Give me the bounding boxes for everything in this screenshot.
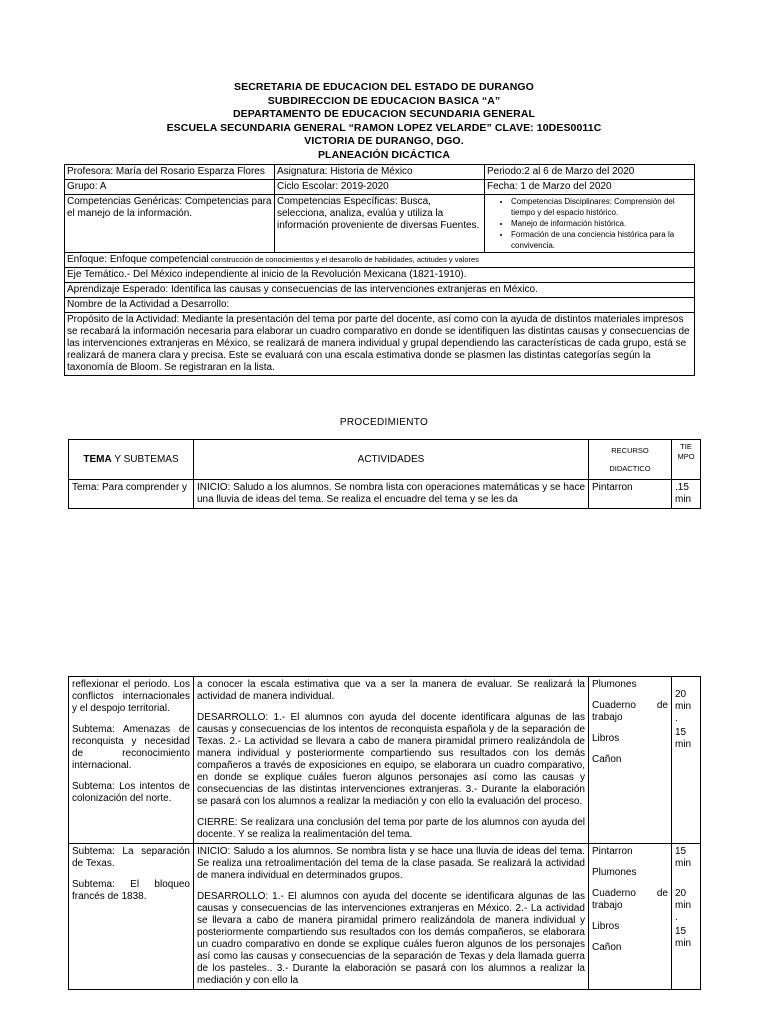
header-line-3: DEPARTAMENTO DE EDUCACION SECUNDARIA GENERAL xyxy=(232,108,536,120)
header-tiempo-line2: MPO xyxy=(677,452,695,461)
header-tema-bold: TEMA xyxy=(83,453,112,465)
enfoque-cell xyxy=(65,253,695,268)
header-tiempo-line1: TIE xyxy=(680,442,692,451)
procedimiento-table-continued xyxy=(68,676,701,990)
enfoque-label: Enfoque: Enfoque competencial xyxy=(67,254,209,265)
row2-recursos xyxy=(589,677,672,844)
header-line-5: VICTORIA DE DURANGO, DGO. xyxy=(304,135,464,147)
grupo-cell: Grupo: A xyxy=(65,180,275,195)
competencias-especificas-cell: Competencias Específicas: Busca, selecciona, analiza, evalúa y utiliza la información proveniente de diversas Fuentes. xyxy=(275,195,485,253)
row3-recurso-2: Plumones xyxy=(592,867,637,878)
document-header xyxy=(0,81,768,162)
competencias-disciplinares-list xyxy=(487,196,692,251)
header-line-4: ESCUELA SECUNDARIA GENERAL “RAMON LOPEZ VELARDE” CLAVE: 10DES0011C xyxy=(166,121,602,134)
row2-subtema-1: Subtema: Amenazas de reconquista y necesidad de reconocimiento internacional. xyxy=(72,724,190,771)
row1-tiempo: .15 min xyxy=(672,480,701,509)
row3-subtema-1: Subtema: La separación de Texas. xyxy=(72,846,190,869)
row1-tema: Tema: Para comprender y xyxy=(69,480,194,509)
row3-subtema-2: Subtema: El bloqueo francés de 1838. xyxy=(72,879,190,902)
row3-desarrollo: DESARROLLO: 1.- El alumnos con ayuda del docente se identificara algunas de las causas y consecuencias de las intervenciones extranjeras en México. 2.- La actividad se llevara a cabo de manera piramidal primero realizándola de manera individual y posteriormente compartiendo sus resultados con los demás compañeros, se elaborara un cuadro comparativo en donde se explique cuáles fueron algunos de los personajes así como las causas y consecuencias de la separación de Texas y dela llamada guerra de los pasteles.. 3.- Durante la elaboración se pasará con los alumnos a realizar la mediación y con ello la xyxy=(197,891,585,986)
header-recurso xyxy=(589,440,672,480)
row3-recurso-5: Cañon xyxy=(592,942,622,953)
eje-tematico-cell: Eje Temático.- Del México independiente al inicio de la Revolución Mexicana (1821-1910). xyxy=(65,268,695,283)
header-line-2: SUBDIRECCION DE EDUCACION BASICA “A” xyxy=(267,94,501,107)
row2-recurso-4: Cañon xyxy=(592,754,622,765)
row2-tiempo-2: . xyxy=(675,713,678,724)
fecha-cell: Fecha: 1 de Marzo del 2020 xyxy=(485,180,695,195)
row2-subtema-2: Subtema: Los intentos de colonización del norte. xyxy=(72,781,190,804)
row2-tiempo xyxy=(672,677,701,844)
row1-recurso: Pintarron xyxy=(589,480,672,509)
list-item: • Manejo de información histórica. xyxy=(511,218,692,229)
row3-tema xyxy=(69,844,194,990)
header-line-6: PLANEACIÓN DICÁCTICA xyxy=(317,148,451,161)
row3-recursos xyxy=(589,844,672,990)
row3-tiempo-3: . xyxy=(675,912,678,923)
asignatura-cell: Asignatura: Historia de México xyxy=(275,165,485,180)
row3-tiempo-1: 15 min xyxy=(675,846,692,869)
row2-cierre: CIERRE: Se realizara una conclusión del tema por parte de los alumnos con ayuda del docente. Y se realiza la realimentación del tema. xyxy=(197,817,585,840)
row2-recurso-2: Cuaderno de trabajo xyxy=(592,700,668,723)
competencias-genericas-cell: Competencias Genéricas: Competencias para el manejo de la información. xyxy=(65,195,275,253)
enfoque-detail: construcción de conocimientos y el desarrollo de habilidades, actitudes y valores xyxy=(208,255,479,264)
row2-recurso-3: Libros xyxy=(592,733,620,744)
row3-inicio: INICIO: Saludo a los alumnos. Se nombra lista y se hace una lluvia de ideas del tema. Se realiza una retroalimentación del tema de la clase pasada. Se realizará la actividad de manera individual en determinados grupos. xyxy=(197,846,585,881)
header-tema-rest: Y SUBTEMAS xyxy=(111,453,179,465)
list-item: • Competencias Disciplinares: Comprensión del tiempo y del espacio histórico. xyxy=(511,196,692,218)
row1-actividades: INICIO: Saludo a los alumnos. Se nombra lista con operaciones matemáticas y se hace una lluvia de ideas del tema. Se realiza el encuadre del tema y se les da xyxy=(194,480,589,509)
row3-actividades xyxy=(194,844,589,990)
row2-recurso-1: Plumones xyxy=(592,679,637,690)
header-line-1: SECRETARIA DE EDUCACION DEL ESTADO DE DURANGO xyxy=(234,81,534,93)
periodo-cell: Periodo:2 al 6 de Marzo del 2020 xyxy=(485,165,695,180)
row2-tiempo-1: 20 min xyxy=(675,689,692,712)
row3-tiempo xyxy=(672,844,701,990)
profesora-cell: Profesora: María del Rosario Esparza Flores xyxy=(65,165,275,180)
procedimiento-title: PROCEDIMIENTO xyxy=(339,417,429,428)
aprendizaje-esperado-cell: Aprendizaje Esperado: Identifica las causas y consecuencias de las intervenciones extranjeras en México. xyxy=(65,283,695,298)
row2-inicio-cont: a conocer la escala estimativa que va a ser la manera de evaluar. Se realizará la actividad de manera individual. xyxy=(197,679,585,702)
competencias-disciplinares-cell xyxy=(485,195,695,253)
row2-actividades xyxy=(194,677,589,844)
row3-recurso-4: Libros xyxy=(592,921,620,932)
row2-desarrollo: DESARROLLO: 1.- El alumnos con ayuda del docente identificara algunas de las causas y consecuencias de los intentos de reconquista española y de la separación de Texas. 2.- La actividad se llevara a cabo de manera piramidal primero realizándola de manera individual y posteriormente compartiendo sus resultados con los demás compañeros a través de exposiciones en equipo, se elaborara un cuadro comparativo, en donde se explique cuáles fueron algunos personajes así como las causas y consecuencias de las distintas intervenciones extranjeras. 3.- Durante la elaboración se pasará con los alumnos a realizar la mediación y con ello la evaluación del proceso. xyxy=(197,712,585,807)
row3-tiempo-2: 20 min xyxy=(675,888,692,911)
nombre-actividad-cell: Nombre de la Actividad a Desarrollo: xyxy=(65,298,695,313)
header-tema xyxy=(69,440,194,480)
row2-tema-text: reflexionar el periodo. Los conflictos internacionales y el despojo territorial. xyxy=(72,679,190,714)
planning-info-table xyxy=(64,164,695,376)
proposito-cell: Propósito de la Actividad: Mediante la presentación del tema por parte del docente, así como con la ayuda de distintos materiales impresos se recabará la información necesaria para elaborar un cuadro comparativo en donde se identifiquen las distintas causas y consecuencias de las intervenciones extranjeras en México, se realizará de manera individual y grupal dependiendo las características de cada grupo, está se realizará de manera clara y precisa. Este se evaluará con una escala estimativa donde se plasmen las distintas categorías según la taxonomía de Bloom. Se registraran en la lista. xyxy=(65,313,695,376)
header-recurso-line1: RECURSO xyxy=(611,445,649,455)
header-recurso-line2: DIDACTICO xyxy=(609,463,651,473)
procedimiento-table-top xyxy=(68,439,701,509)
ciclo-cell: Ciclo Escolar: 2019-2020 xyxy=(275,180,485,195)
row2-tiempo-3: 15 min xyxy=(675,727,692,750)
header-actividades: ACTIVIDADES xyxy=(194,440,589,480)
row3-recurso-3: Cuaderno de trabajo xyxy=(592,888,668,911)
row3-tiempo-4: 15 min xyxy=(675,926,692,949)
row2-tema xyxy=(69,677,194,844)
row3-recurso-1: Pintarron xyxy=(592,846,633,857)
list-item: • Formación de una conciencia histórica para la convivencia. xyxy=(511,229,692,251)
header-tiempo xyxy=(672,440,701,480)
